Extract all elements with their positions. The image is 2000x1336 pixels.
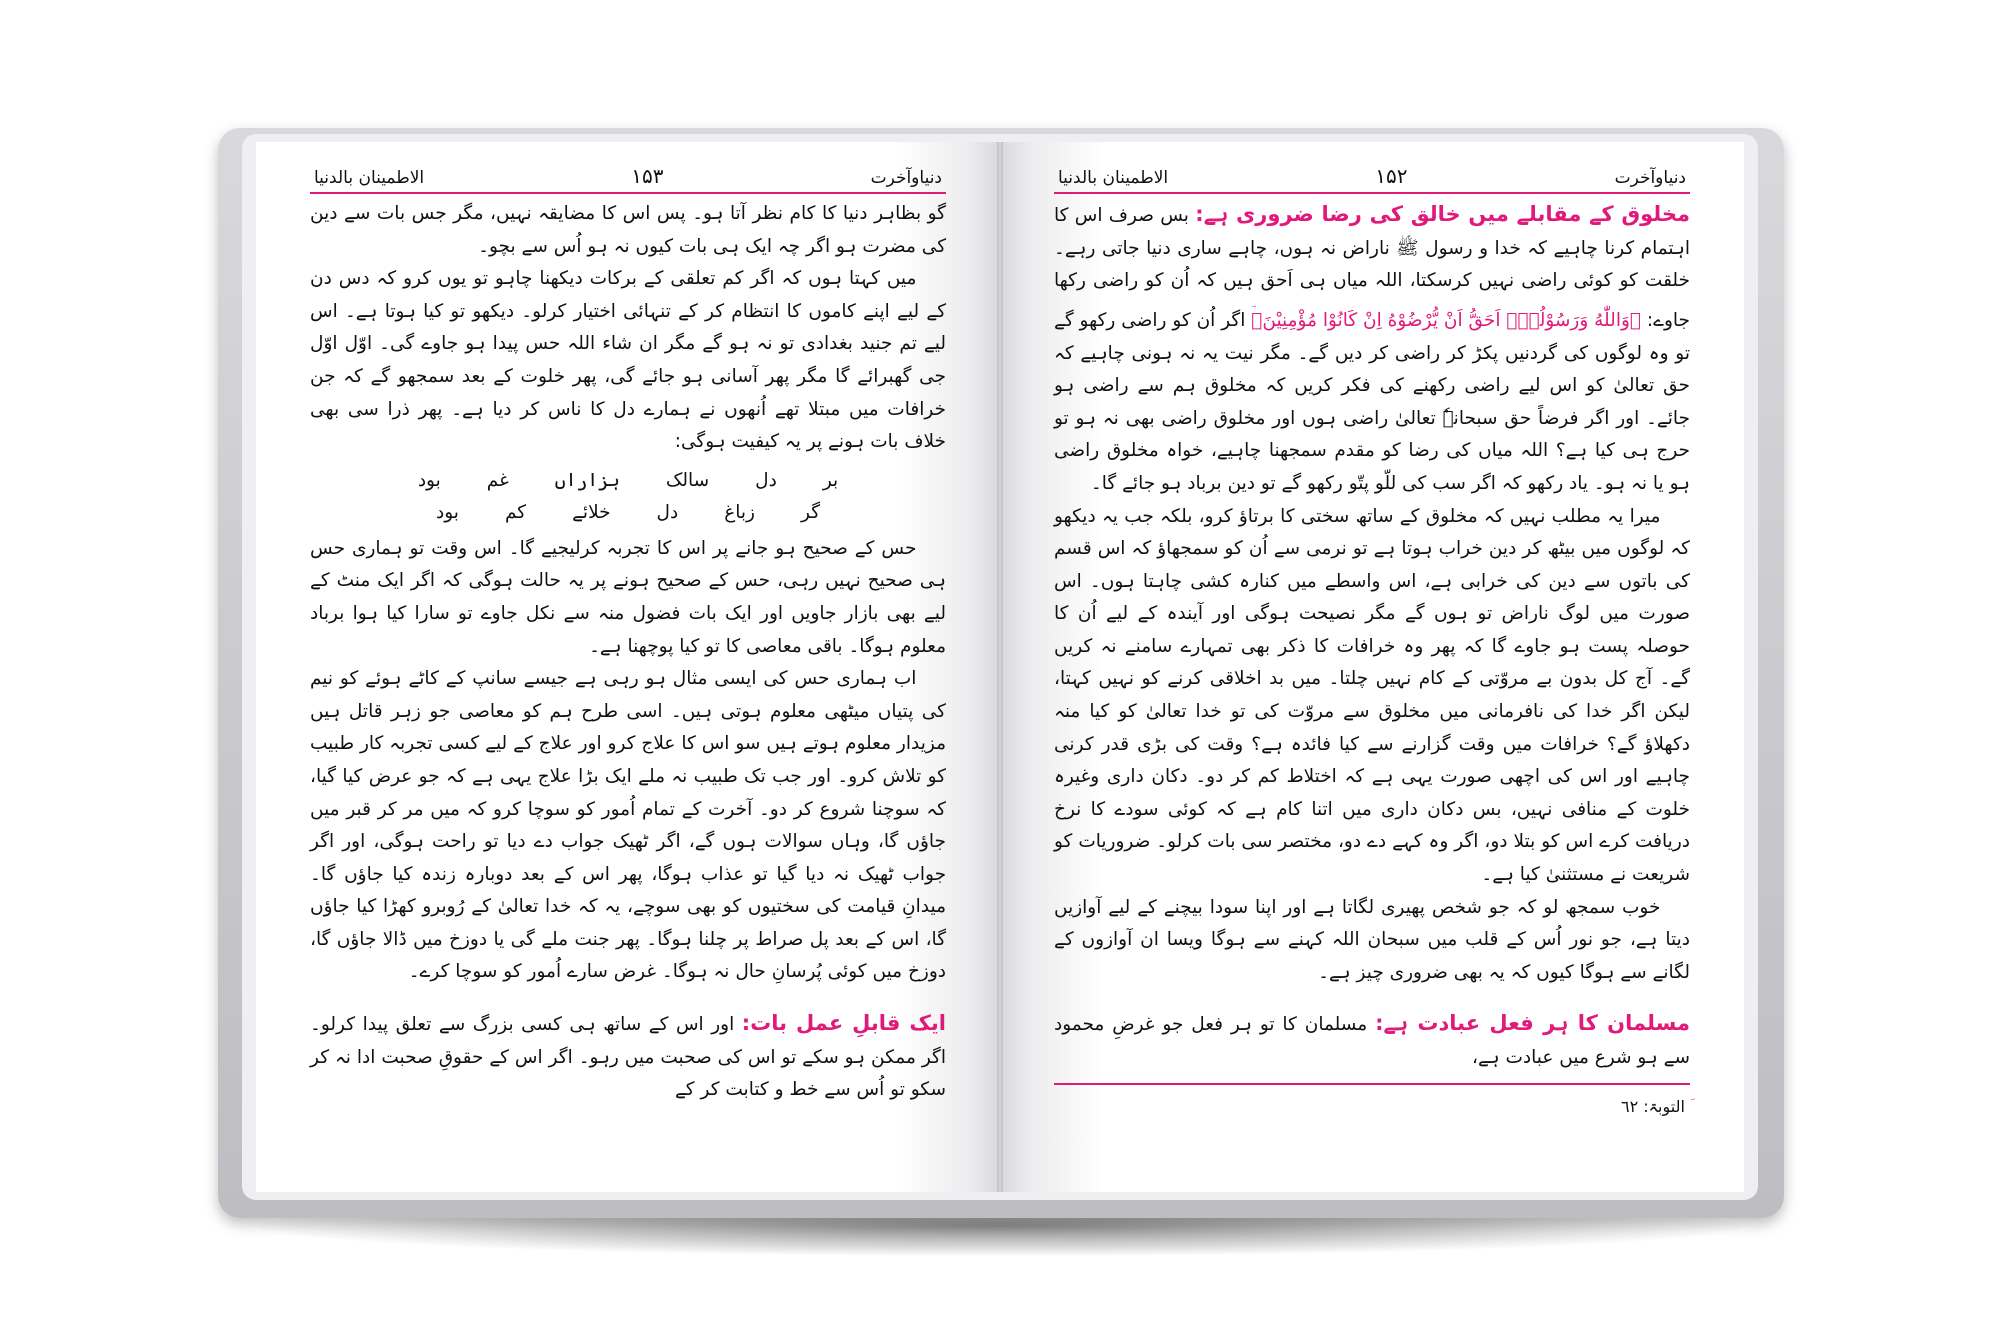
couplet-word: بود: [417, 469, 441, 491]
paragraph-text: اگر اُن کو راضی رکھو گے تو وہ لوگوں کی گردنیں پکڑ کر راضی کر دیں گے۔ مگر نیت یہ نہ ہونی چاہیے کہ حق تعالیٰ کو اس لیے راضی رکھنے کی فکر کریں کہ مخلوق ہم سے راضی ہو جائے۔ اور اگر فرضاً حق سبحانہٗ تعالیٰ راضی ہوں اور مخلوق راضی بھی نہ ہو تو حرج ہی کیا ہے؟ اللہ میاں کی رضا کو مقدم سمجھنا چاہیے، خواہ مخلوق راضی ہو یا نہ ہو۔ یاد رکھو کہ اگر سب کی للّو پتّو رکھو گے تو دین برباد ہو جائے گا۔: [1054, 309, 1690, 494]
paragraph: میرا یہ مطلب نہیں کہ مخلوق کے ساتھ سختی کا برتاؤ کرو، بلکہ جب یہ دیکھو کہ لوگوں میں بیٹھ کر دین خراب ہوتا ہے تو نرمی سے اُن کو سمجھاؤ کہ اس قسم کی باتوں سے دین کی خرابی ہے، اس واسطے میں کنارہ کشی چاہتا ہوں۔ اس صورت میں لوگ ناراض تو ہوں گے مگر نصیحت ہوگی اور آیندہ کے لیے اُن کا حوصلہ پست ہو جاوے گا کہ پھر وہ خرافات کا ذکر بھی تمہارے سامنے نہ کریں گے۔ آج کل بدون بے مروّتی کے کام نہیں چلتا۔ میں بد اخلاقی کرنے کو نہیں کہتا، لیکن اگر خدا کی نافرمانی میں مخلوق سے مروّت کی تو خدا تعالیٰ کو کیا منہ دکھلاؤ گے؟ خرافات میں وقت گزارنے سے کیا فائدہ ہے؟ وقت کی بڑی قدر کرنی چاہیے اور اس کی اچھی صورت یہی ہے کہ اختلاط کم کر دو۔ دکان داری وغیرہ خلوت کے منافی نہیں، بس دکان داری میں اتنا کام ہے کہ کوئی سودے کا نرخ دریافت کرے اس کو بتلا دو، اگر وہ کہے دے دو، مختصر سی بات کرلو۔ ضروریات کو شریعت نے مستثنیٰ کیا ہے۔: [1054, 505, 1690, 886]
couplet-word: دل: [755, 469, 777, 491]
right-header-book-title: دنیاوآخرت: [1614, 168, 1686, 188]
right-page-header: [1054, 162, 1690, 194]
couplet-word: دل: [656, 501, 679, 523]
left-page-header: [310, 162, 946, 194]
couplet-word: ہزاراں: [554, 469, 620, 491]
paragraph: [1054, 198, 1690, 501]
section-heading: ایک قابلِ عمل بات:: [741, 1011, 946, 1036]
footnote-reference: التوبۃ: ٦٢: [1621, 1096, 1685, 1116]
persian-couplet: [310, 465, 946, 529]
paragraph: خوب سمجھ لو کہ جو شخص پھیری لگاتا ہے اور اپنا سودا بیچنے کے لیے آوازیں دیتا ہے، جو نور اُس کے قلب میں سبحان اللہ کہنے سے ہوگا ویسا ان آوازوں کے لگانے سے ہوگا کیوں کہ یہ بھی ضروری چیز ہے۔: [1054, 896, 1690, 983]
couplet-word: سالک: [665, 469, 710, 491]
left-page-body: [310, 198, 946, 1107]
footnote-divider: [1054, 1083, 1690, 1085]
section-heading: مخلوق کے مقابلے میں خالق کی رضا ضروری ہے:: [1195, 202, 1691, 226]
couplet-word: گر: [801, 501, 821, 523]
left-header-chapter-title: الاطمینان بالدنیا: [314, 168, 425, 188]
paragraph-text: مسلمان کا تو ہر فعل جو غرضِ محمود سے ہو شرع میں عبادت ہے،: [1054, 1014, 1690, 1068]
paragraph: [1054, 1007, 1690, 1074]
left-page-number: ۱۵۳: [631, 164, 664, 188]
paragraph: گو بظاہر دنیا کا کام نظر آتا ہو۔ پس اس کا مضایقہ نہیں، مگر جس بات سے دین کی مضرت ہو اگر چہ ایک ہی بات کیوں نہ ہو اُس سے بچو۔: [310, 203, 946, 257]
paragraph: میں کہتا ہوں کہ اگر کم تعلقی کے برکات دیکھنا چاہو تو یوں کرو کہ دس دن کے لیے اپنے کاموں کا انتظام کر کے تنہائی اختیار کرلو۔ دیکھو تو کیا ہوتا ہے۔ اس لیے تم جنید بغدادی تو نہ ہو گے مگر ان شاء اللہ حس پیدا ہو جاوے گی۔ اوّل اوّل جی گھبرائے گا مگر پھر آسانی ہو جائے گی، پھر خلوت کے بعد سمجھو گے کہ جن خرافات میں مبتلا تھے اُنھوں نے ہمارے دل کا ناس کر دیا ہے۔ پھر ذرا سی بھی خلاف بات ہونے پر یہ کیفیت ہوگی:: [310, 268, 946, 453]
left-page: [256, 142, 1000, 1192]
right-page-number: ۱۵۲: [1375, 164, 1408, 188]
left-header-book-title: دنیاوآخرت: [870, 168, 942, 188]
couplet-word: خلائے: [572, 501, 611, 523]
paragraph: حس کے صحیح ہو جانے پر اس کا تجربہ کرلیجیے گا۔ اس وقت تو ہماری حس ہی صحیح نہیں رہی، حس کے صحیح ہونے پر یہ حالت ہوگی کہ اگر ایک منٹ کے لیے بھی بازار جاویں اور ایک بات فضول منہ سے نکل جاوے تو سارا کیا ہوا برباد معلوم ہوگا۔ باقی معاصی کا تو کیا پوچھنا ہے۔: [310, 537, 946, 657]
couplet-word: بر: [822, 469, 839, 491]
couplet-word: بود: [436, 501, 459, 523]
right-page-body: [1054, 198, 1690, 1123]
book-spine: [997, 142, 1003, 1192]
couplet-word: زباغ: [724, 501, 755, 523]
footnote: [1054, 1091, 1690, 1124]
couplet-word: کم: [504, 501, 527, 523]
section-heading: مسلمان کا ہر فعل عبادت ہے:: [1375, 1011, 1690, 1036]
paragraph-text: بس صرف اس کا اہتمام کرنا چاہیے کہ خدا و رسول ﷺ ناراض نہ ہوں، چاہے ساری دنیا جاتی رہے۔ خلقت کو کوئی راضی نہیں کرسکتا، اللہ میاں ہی اَحق ہیں کہ اُن کو راضی رکھا جاوے:: [1054, 205, 1690, 331]
paragraph-text: اور اس کے ساتھ ہی کسی بزرگ سے تعلق پیدا کرلو۔ اگر ممکن ہو سکے تو اس کی صحبت میں رہو۔ اگر اس کے حقوقِ صحبت ادا نہ کر سکو تو اُس سے خط و کتابت کر کے: [310, 1014, 946, 1101]
quran-verse: ﴿وَاللّٰهُ وَرَسُوْلُهٗۤ اَحَقُّ اَنْ يُّرْضُوْهُ اِنْ كَانُوْا مُؤْمِنِيْنَ﴾: [1251, 309, 1641, 331]
couplet-word: غم: [486, 469, 509, 491]
right-page: [1000, 142, 1744, 1192]
couplet-line-1: [310, 465, 946, 497]
paragraph: اب ہماری حس کی ایسی مثال ہو رہی ہے جیسے سانپ کے کاٹے ہوئے کو نیم کی پتیاں میٹھی معلوم ہوتی ہیں۔ اسی طرح ہم کو معاصی جو زہر قاتل ہیں مزیدار معلوم ہوتے ہیں سو اس کا علاج کرو اور علاج کے لیے کسی تجربہ کار طبیب کو تلاش کرو۔ اور جب تک طبیب نہ ملے ایک بڑا علاج یہی ہے کہ جو عرض کیا گیا، کہ سوچنا شروع کر دو۔ آخرت کے تمام اُمور کو سوچا کرو کہ میں مر کر قبر میں جاؤں گا، وہاں سوالات ہوں گے، اگر ٹھیک جواب دے دیا تو راحت ہوگی، اور اگر جواب ٹھیک نہ دیا گیا تو عذاب ہوگا، پھر اس کے بعد دوبارہ زندہ کیا جاؤں گا۔ میدانِ قیامت کی سختیوں کو بھی سوچے، یہ کہ خدا تعالیٰ کے رُوبرو کھڑا کیا جاؤں گا، اس کے بعد پل صراط پر چلنا ہوگا۔ پھر جنت ملے گی یا دوزخ میں ڈالا جاؤں گا، دوزخ میں کوئی پُرسانِ حال نہ ہوگا۔ غرض سارے اُمور کو سوچا کرے۔: [310, 668, 946, 983]
couplet-line-2: [310, 497, 946, 529]
paragraph: [310, 1007, 946, 1107]
right-header-chapter-title: الاطمینان بالدنیا: [1058, 168, 1169, 188]
